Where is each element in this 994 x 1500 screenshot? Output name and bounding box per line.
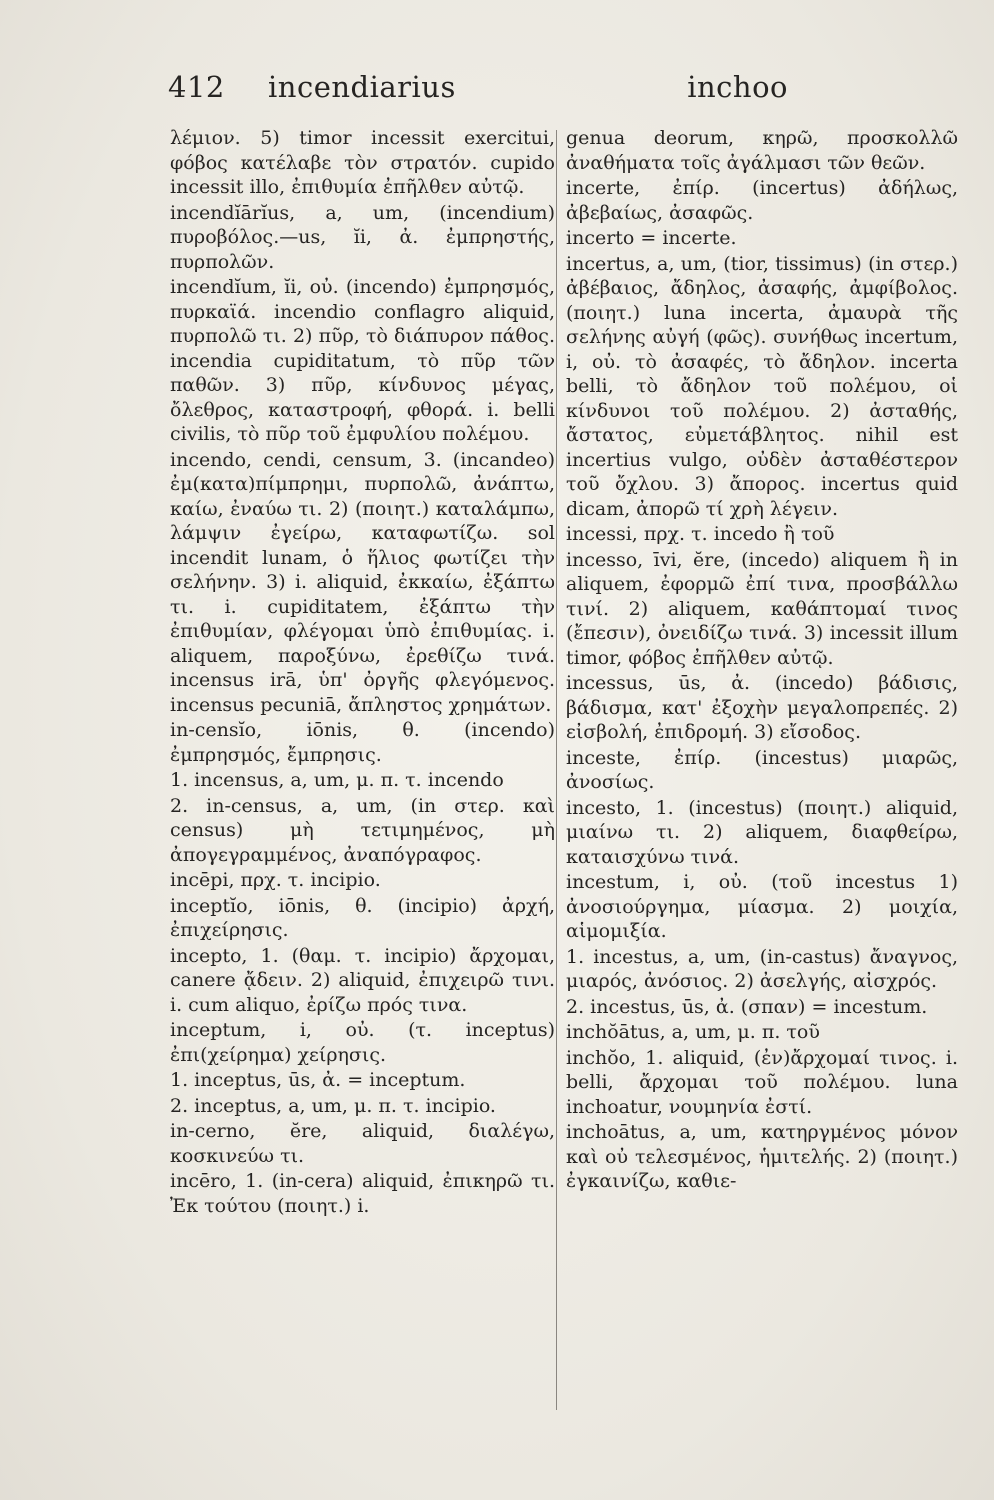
guide-word-left: incendiarius <box>268 70 456 104</box>
dictionary-entry: 1. incestus, a, um, (in-castus) ἄναγνος, μιαρός, ἀνόσιος. 2) ἀσελγής, αἰσχρός. <box>566 945 958 992</box>
dictionary-entry: incendĭārĭus, a, um, (incendium) πυροβόλος.—us, ĭi, ἀ. ἐμπρηστής, πυρπολῶν. <box>170 201 555 273</box>
dictionary-entry: incepto, 1. (θαμ. τ. incipio) ἄρχομαι, canere ᾄδειν. 2) aliquid, ἐπιχειρῶ τινι. i. cum aliquo, ἐρίζω πρός τινα. <box>170 944 555 1016</box>
dictionary-entry: incendo, cendi, censum, 3. (incandeo) ἐμ(κατα)πίμπρημι, πυρπολῶ, ἀνάπτω, καίω, ἐναύω τι. 2) (ποιητ.) καταλάμπω, λάμψιν ἐγείρω, καταφωτίζω. sol incendit lunam, ὁ ἥλιος φωτίζει τὴν σελήνην. 3) i. aliquid, ἐκκαίω, ἐξάπτω τι. i. cupiditatem, ἐξάπτω τὴν ἐπιθυμίαν, φλέγομαι ὑπὸ ἐπιθυμίας. i. aliquem, παροξύνω, ἐρεθίζω τινά. incensus irā, ὑπ' ὀργῆς φλεγόμενος. incensus pecuniā, ἄπληστος χρημάτων. <box>170 448 555 716</box>
dictionary-entry: inceptum, i, οὐ. (τ. inceptus) ἐπι(χείρημα) χείρησις. <box>170 1019 555 1066</box>
dictionary-entry: inchoātus, a, um, κατηργμένος μόνον καὶ οὐ τελεσμένος, ἡμιτελής. 2) (ποιητ.) ἐγκαινίζω, καθιε- <box>566 1121 958 1192</box>
dictionary-entry: incessus, ūs, ἀ. (incedo) βάδισις, βάδισμα, κατ' ἐξοχὴν μεγαλοπρεπές. 2) εἰσβολή, ἐπιδρομή. 3) εἴσοδος. <box>566 672 958 743</box>
dictionary-entry: in-censĭo, iōnis, θ. (incendo) ἐμπρησμός, ἔμπρησις. <box>170 719 555 766</box>
dictionary-entry: 2. in-census, a, um, (in στερ. καὶ census) μὴ τετιμημένος, μὴ ἀπογεγραμμένος, ἀναπόγραφος. <box>170 794 555 866</box>
dictionary-entry: inchŏātus, a, um, μ. π. τοῦ <box>566 1021 820 1043</box>
dictionary-entry: in-cerno, ĕre, aliquid, διαλέγω, κοσκινεύω τι. <box>170 1120 555 1167</box>
dictionary-entry: incerte, ἐπίρ. (incertus) ἀδήλως, ἀβεβαίως, ἀσαφῶς. <box>566 177 958 224</box>
dictionary-entry: 1. inceptus, ūs, ἀ. = inceptum. <box>170 1069 466 1091</box>
dictionary-entry: inceptĭo, iōnis, θ. (incipio) ἀρχή, ἐπιχείρησις. <box>170 894 555 941</box>
dictionary-entry: incertus, a, um, (tior, tissimus) (in στερ.) ἀβέβαιος, ἄδηλος, ἀσαφής, ἀμφίβολος. (ποιητ.) luna incerta, ἀμαυρὰ τῆς σελήνης αὐγή (φῶς). συνήθως incertum, i, οὐ. τὸ ἀσαφές, τὸ ἄδηλον. incerta belli, τὸ ἄδηλον τοῦ πολέμου, οἱ κίνδυνοι τοῦ πολέμου. 2) ἀσταθής, ἄστατος, εὐμετάβλητος. nihil est incertius vulgo, οὐδὲν ἀσταθέστερον τοῦ ὄχλου. 3) ἄπορος. incertus quid dicam, ἀπορῶ τί χρὴ λέγειν. <box>566 252 958 520</box>
dictionary-entry: incesto, 1. (incestus) (ποιητ.) aliquid, μιαίνω τι. 2) aliquem, διαφθείρω, καταισχύνω τινά. <box>566 796 958 868</box>
right-column <box>566 126 958 1195</box>
dictionary-entry: incessi, πρχ. τ. incedo ἢ τοῦ <box>566 523 835 545</box>
guide-word-right: inchoo <box>687 70 788 104</box>
dictionary-entry: λέμιον. 5) timor incessit exercitui, φόβος κατέλαβε τὸν στρατόν. cupido incessit illo, ἐπιθυμία ἐπῆλθεν αὐτῷ. <box>170 127 555 198</box>
page-number: 412 <box>168 70 225 104</box>
dictionary-entry: 2. incestus, ūs, ἀ. (σπαν) = incestum. <box>566 995 928 1018</box>
dictionary-entry: inceste, ἐπίρ. (incestus) μιαρῶς, ἀνοσίως. <box>566 746 958 793</box>
dictionary-entry: genua deorum, κηρῶ, προσκολλῶ ἀναθήματα τοῖς ἀγάλμασι τῶν θεῶν. <box>566 127 958 174</box>
dictionary-entry: 2. inceptus, a, um, μ. π. τ. incipio. <box>170 1094 496 1117</box>
dictionary-entry: incendĭum, ĭi, οὐ. (incendo) ἐμπρησμός, πυρκαϊά. incendio conflagro aliquid, πυρπολῶ τι. 2) πῦρ, τὸ διάπυρον πάθος. incendia cupiditatum, τὸ πῦρ τῶν παθῶν. 3) πῦρ, κίνδυνος μέγας, ὄλεθρος, καταστροφή, φθορά. i. belli civilis, τὸ πῦρ τοῦ ἐμφυλίου πολέμου. <box>170 276 555 445</box>
running-header <box>168 70 788 120</box>
dictionary-entry: 1. incensus, a, um, μ. π. τ. incendo <box>170 769 504 791</box>
dictionary-entry: incerto = incerte. <box>566 227 737 249</box>
dictionary-entry: inchŏo, 1. aliquid, (ἐν)ἄρχομαί τινος. i. belli, ἄρχομαι τοῦ πολέμου. luna inchoatur, νουμηνία ἐστί. <box>566 1046 958 1118</box>
dictionary-entry: incesso, īvi, ĕre, (incedo) aliquem ἢ in aliquem, ἐφορμῶ ἐπί τινα, προσβάλλω τινί. 2) aliquem, καθάπτομαί τινος (ἔπεσιν), ὀνειδίζω τινά. 3) incessit illum timor, φόβος ἐπῆλθεν αὐτῷ. <box>566 548 958 669</box>
dictionary-entry: incēpi, πρχ. τ. incipio. <box>170 869 381 891</box>
dictionary-entry: incestum, i, οὐ. (τοῦ incestus 1) ἀνοσιούργημα, μίασμα. 2) μοιχία, αἱμομιξία. <box>566 871 958 942</box>
dictionary-entry: incēro, 1. (in-cera) aliquid, ἐπικηρῶ τι. Ἐκ τούτου (ποιητ.) i. <box>170 1170 555 1217</box>
column-divider <box>556 130 557 1410</box>
left-column <box>170 126 555 1219</box>
